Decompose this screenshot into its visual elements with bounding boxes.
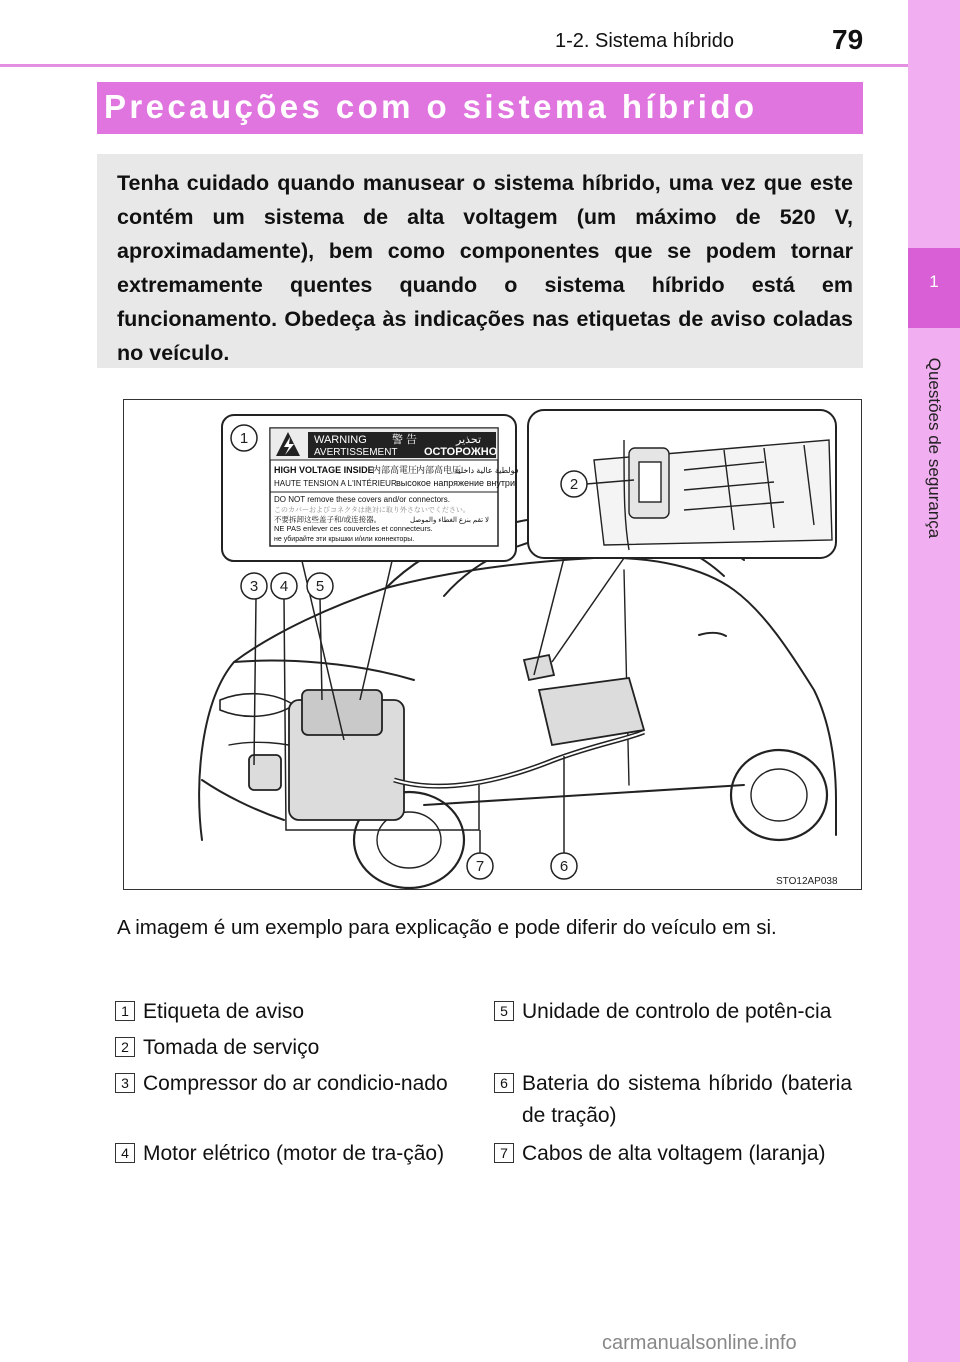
chapter-number: 1 <box>929 272 939 291</box>
callout-5: 5 <box>315 578 325 595</box>
label-line-ar: لا تقم بنزع الغطاء والموصل <box>410 517 490 524</box>
legend-text-5: Unidade de controlo de potên-cia <box>522 1000 832 1023</box>
car-hood <box>234 661 414 680</box>
legend-text-1: Etiqueta de aviso <box>143 1000 305 1023</box>
hybrid-system-figure <box>123 399 862 890</box>
callout-7: 7 <box>475 858 485 875</box>
label-line-jp: このカバーおよびコネクタは絶対に取り外さないでください。 <box>274 507 470 514</box>
chapter-title: Questões de segurança <box>925 357 944 539</box>
label-heading-en: WARNING <box>314 434 367 446</box>
legend-text-4: Motor elétrico (motor de tra-ção) <box>143 1142 445 1165</box>
legend-number-3: 3 <box>115 1073 135 1093</box>
figure-code: STO12AP038 <box>776 876 838 887</box>
label-heading-jp: 警 告 <box>392 434 418 446</box>
label-line-fr: NE PAS enlever ces couvercles et connecteurs. <box>274 524 433 533</box>
car-door-handle <box>699 633 726 636</box>
legend-number-4: 4 <box>115 1143 135 1163</box>
callout-3: 3 <box>249 578 259 595</box>
car-side-sill <box>424 785 744 805</box>
leader-plug-right <box>552 558 624 662</box>
label-hv-ru: высокое напряжение внутри <box>396 478 515 488</box>
label-hv-ar: فولطية عالية داخلية <box>454 466 519 475</box>
section-title: 1-2. Sistema híbrido <box>555 30 734 52</box>
figure-caption: A imagem é um exemplo para explicação e pode diferir do veículo em si. <box>117 916 777 939</box>
legend-text-2: Tomada de serviço <box>143 1036 320 1059</box>
label-heading-ar: تحذير <box>456 434 482 446</box>
callout-1: 1 <box>239 430 249 447</box>
legend-text-6: Bateria do sistema híbrido (bateria de tração) <box>522 1072 852 1127</box>
chapter-side-tab <box>908 0 960 1362</box>
hv-cable <box>394 732 644 786</box>
rear-wheel-inner <box>751 769 807 821</box>
service-plug-shape <box>524 655 554 680</box>
callout-4: 4 <box>279 578 289 595</box>
label-hv-jp: 内部高電圧 <box>372 465 418 475</box>
callout-6: 6 <box>559 858 569 875</box>
car-illustration <box>124 400 861 889</box>
car-headlight <box>220 694 294 717</box>
label-line-ru: не убирайте эти крышки и/или коннекторы. <box>274 536 415 543</box>
intro-text: Tenha cuidado quando manusear o sistema híbrido, uma vez que este contém um sistema de alta voltagem (um máximo de 520 V, aproximadamente), bem como componentes que se podem tornar extremamente quentes quando o sistema híbrido está em funcionamento. Obedeça às indicações nas etiquetas de aviso coladas no veículo. <box>117 171 853 365</box>
legend-number-7: 7 <box>494 1143 514 1163</box>
leader-label-right <box>360 561 392 700</box>
legend-number-5: 5 <box>494 1001 514 1021</box>
legend-number-6: 6 <box>494 1073 514 1093</box>
label-line-cn: 不要拆卸这些盖子和/或连接器。 <box>274 515 382 524</box>
watermark-link[interactable]: carmanualsonline.info <box>602 1332 797 1354</box>
leader-3 <box>254 598 256 765</box>
page-title: Precauções com o sistema híbrido <box>104 88 758 125</box>
label-hv-en: HIGH VOLTAGE INSIDE <box>274 465 374 475</box>
label-heading-fr: AVERTISSEMENT <box>314 447 398 458</box>
label-line-en: DO NOT remove these covers and/or connectors. <box>274 495 450 504</box>
legend-number-1: 1 <box>115 1001 135 1021</box>
legend-text-7: Cabos de alta voltagem (laranja) <box>522 1142 826 1165</box>
page-number: 79 <box>832 24 864 55</box>
callout-2: 2 <box>569 476 579 493</box>
label-hv-cn: 内部高电压 <box>416 465 462 475</box>
service-plug-drawing <box>594 440 832 550</box>
hv-cable-core <box>394 732 644 786</box>
rear-wheel <box>731 750 827 840</box>
legend-number-2: 2 <box>115 1037 135 1057</box>
header-divider <box>0 64 908 67</box>
label-heading-ru: ОСТОРОЖНО <box>424 446 498 458</box>
page-header <box>0 0 960 66</box>
legend-text-3: Compressor do ar condicio-nado <box>143 1072 448 1095</box>
label-hv-fr: HAUTE TENSION A L'INTÉRIEUR <box>274 479 397 488</box>
